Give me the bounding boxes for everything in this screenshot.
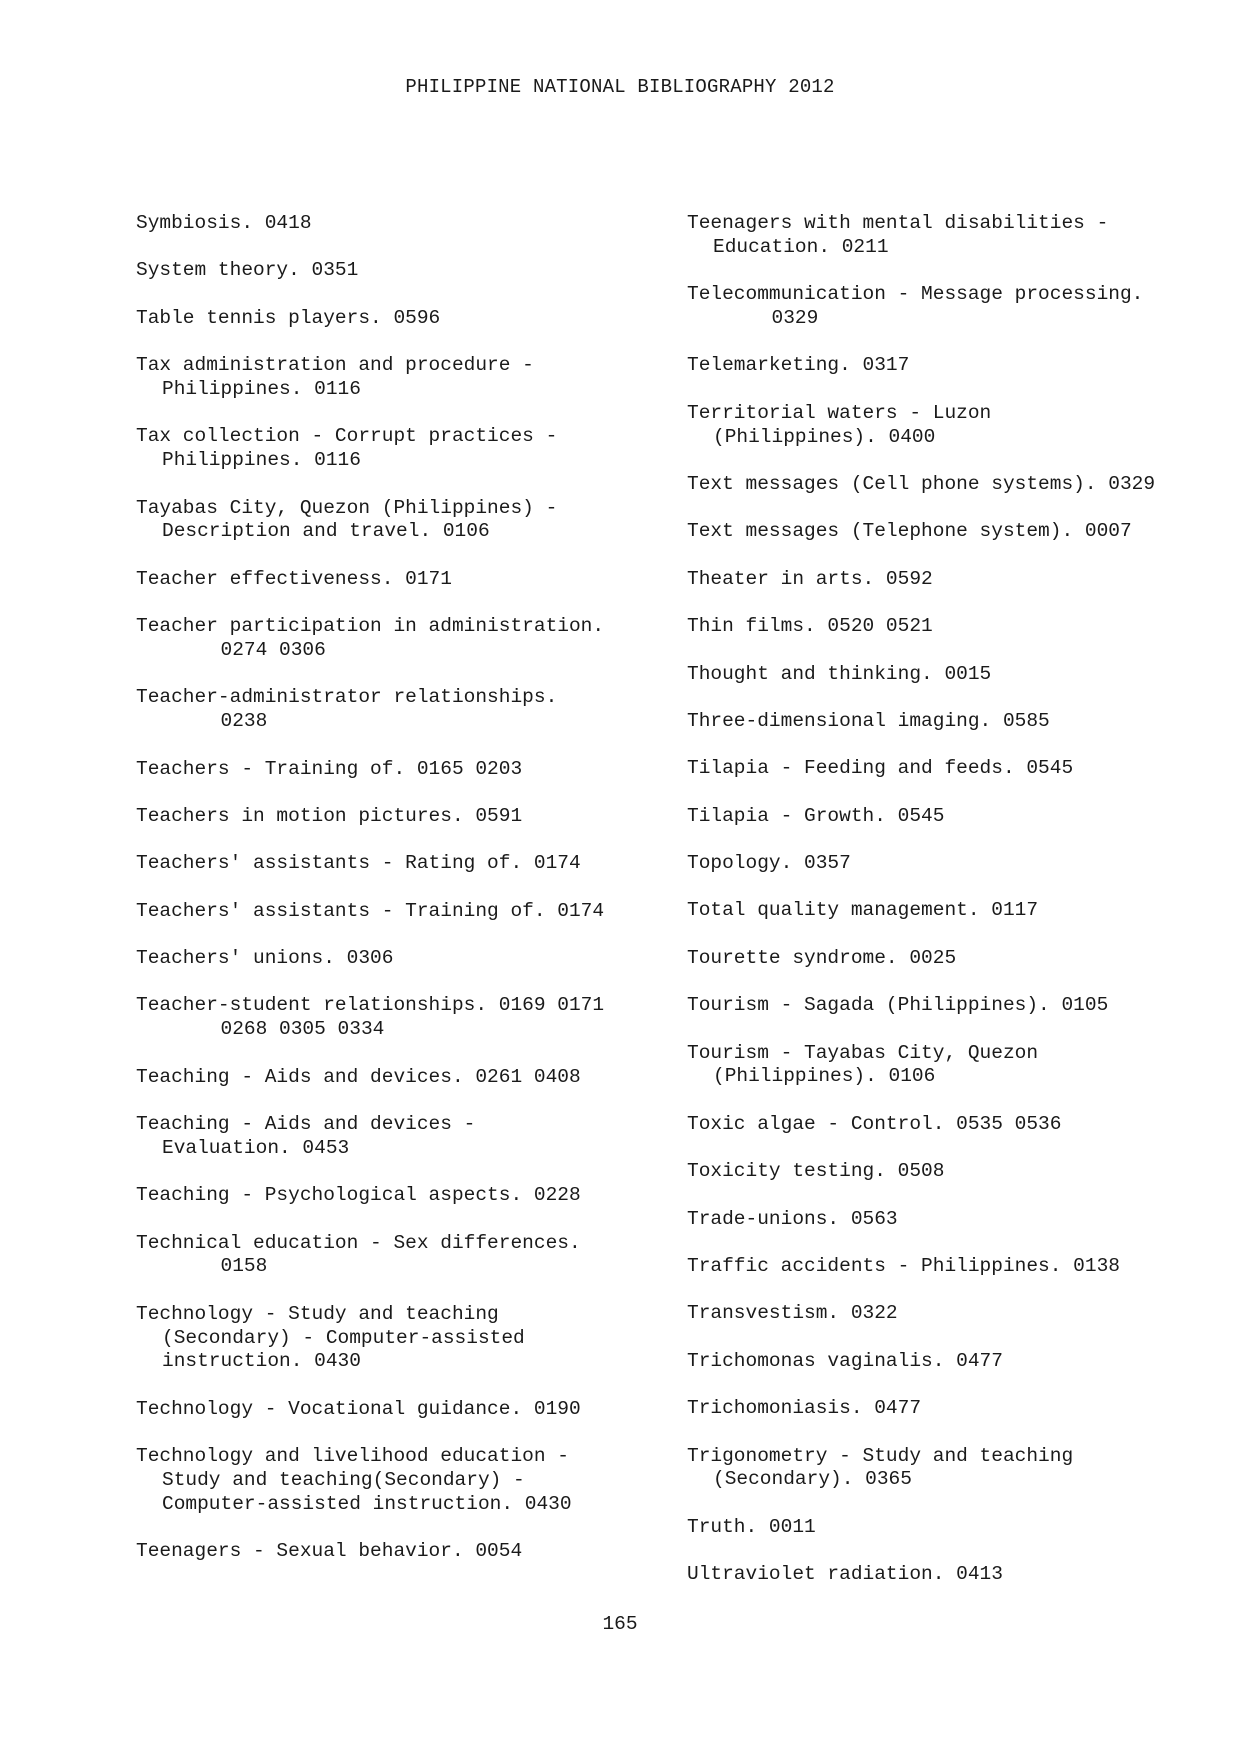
index-entry: Teenagers - Sexual behavior. 0054 bbox=[136, 1540, 523, 1563]
index-entry: Telecommunication - Message processing. 0329 bbox=[687, 283, 1144, 329]
index-entry: Ultraviolet radiation. 0413 bbox=[687, 1563, 1003, 1586]
index-entry: Teaching - Aids and devices - Evaluation. 0453 bbox=[136, 1113, 476, 1159]
index-entry: Traffic accidents - Philippines. 0138 bbox=[687, 1255, 1120, 1277]
index-entry: Total quality management. 0117 bbox=[687, 899, 1039, 922]
index-entry: Transvestism. 0322 bbox=[687, 1302, 898, 1325]
index-entry: Trichomonas vaginalis. 0477 bbox=[687, 1349, 1003, 1372]
index-entry: Theater in arts. 0592 bbox=[687, 567, 933, 590]
index-entry: Thin films. 0520 0521 bbox=[687, 615, 933, 638]
index-entry: Three-dimensional imaging. 0585 bbox=[687, 709, 1050, 732]
page-header-title: PHILIPPINE NATIONAL BIBLIOGRAPHY 2012 bbox=[405, 76, 835, 98]
index-entry: Teacher-student relationships. 0169 0171 0268 0305 0334 bbox=[136, 994, 605, 1041]
index-entry: Thought and thinking. 0015 bbox=[687, 662, 992, 685]
index-entry: Trade-unions. 0563 bbox=[687, 1207, 898, 1230]
index-entry: Text messages (Cell phone systems). 0329 bbox=[687, 472, 1156, 495]
index-entry: Telemarketing. 0317 bbox=[687, 354, 910, 377]
index-entry: Tilapia - Feeding and feeds. 0545 bbox=[687, 757, 1074, 780]
index-column-left bbox=[136, 212, 656, 1588]
index-entry: Technology and livelihood education - Study and teaching(Secondary) - Computer-assisted instruction. 0430 bbox=[136, 1445, 572, 1515]
index-entry: Tax collection - Corrupt practices - Philippines. 0116 bbox=[136, 425, 558, 472]
index-entry: Teachers' unions. 0306 bbox=[136, 947, 394, 970]
index-entry: Tourism - Sagada (Philippines). 0105 bbox=[687, 994, 1109, 1017]
index-entry: Teacher-administrator relationships. 0238 bbox=[136, 686, 558, 733]
index-entry: System theory. 0351 bbox=[136, 259, 359, 282]
index-entry: Teaching - Aids and devices. 0261 0408 bbox=[136, 1065, 581, 1088]
index-entry: Technical education - Sex differences. 0158 bbox=[136, 1231, 581, 1278]
index-entry: Teachers in motion pictures. 0591 bbox=[136, 804, 523, 827]
index-entry: Technology - Vocational guidance. 0190 bbox=[136, 1397, 581, 1420]
index-entry: Territorial waters - Luzon (Philippines). 0400 bbox=[687, 401, 992, 448]
index-entry: Toxicity testing. 0508 bbox=[687, 1160, 945, 1183]
page-number: 165 bbox=[602, 1613, 638, 1635]
index-entry: Text messages (Telephone system). 0007 bbox=[687, 520, 1132, 543]
index-entry: Truth. 0011 bbox=[687, 1515, 816, 1538]
index-entry: Symbiosis. 0418 bbox=[136, 212, 312, 234]
index-entry: Trichomoniasis. 0477 bbox=[687, 1397, 922, 1420]
index-entry: Teenagers with mental disabilities - Education. 0211 bbox=[687, 212, 1109, 258]
index-entry: Teachers - Training of. 0165 0203 bbox=[136, 757, 523, 780]
index-entry: Teacher effectiveness. 0171 bbox=[136, 567, 452, 590]
index-entry: Teachers' assistants - Rating of. 0174 bbox=[136, 852, 581, 875]
index-entry: Teaching - Psychological aspects. 0228 bbox=[136, 1184, 581, 1207]
index-entry: Tourette syndrome. 0025 bbox=[687, 946, 957, 969]
index-entry: Tayabas City, Quezon (Philippines) - Description and travel. 0106 bbox=[136, 496, 558, 543]
index-entry: Tilapia - Growth. 0545 bbox=[687, 804, 945, 827]
index-entry: Trigonometry - Study and teaching (Secondary). 0365 bbox=[687, 1444, 1074, 1491]
index-entry: Technology - Study and teaching (Secondary) - Computer-assisted instruction. 0430 bbox=[136, 1302, 525, 1373]
index-entry: Tourism - Tayabas City, Quezon (Philippines). 0106 bbox=[687, 1041, 1039, 1088]
index-entry: Table tennis players. 0596 bbox=[136, 306, 441, 329]
index-entry: Teachers' assistants - Training of. 0174 bbox=[136, 899, 605, 922]
index-column-right bbox=[687, 212, 1207, 1611]
index-entry: Toxic algae - Control. 0535 0536 bbox=[687, 1112, 1062, 1135]
index-entry: Teacher participation in administration. 0274 0306 bbox=[136, 615, 605, 661]
index-entry: Topology. 0357 bbox=[687, 852, 851, 875]
index-entry: Tax administration and procedure - Philippines. 0116 bbox=[136, 354, 534, 400]
